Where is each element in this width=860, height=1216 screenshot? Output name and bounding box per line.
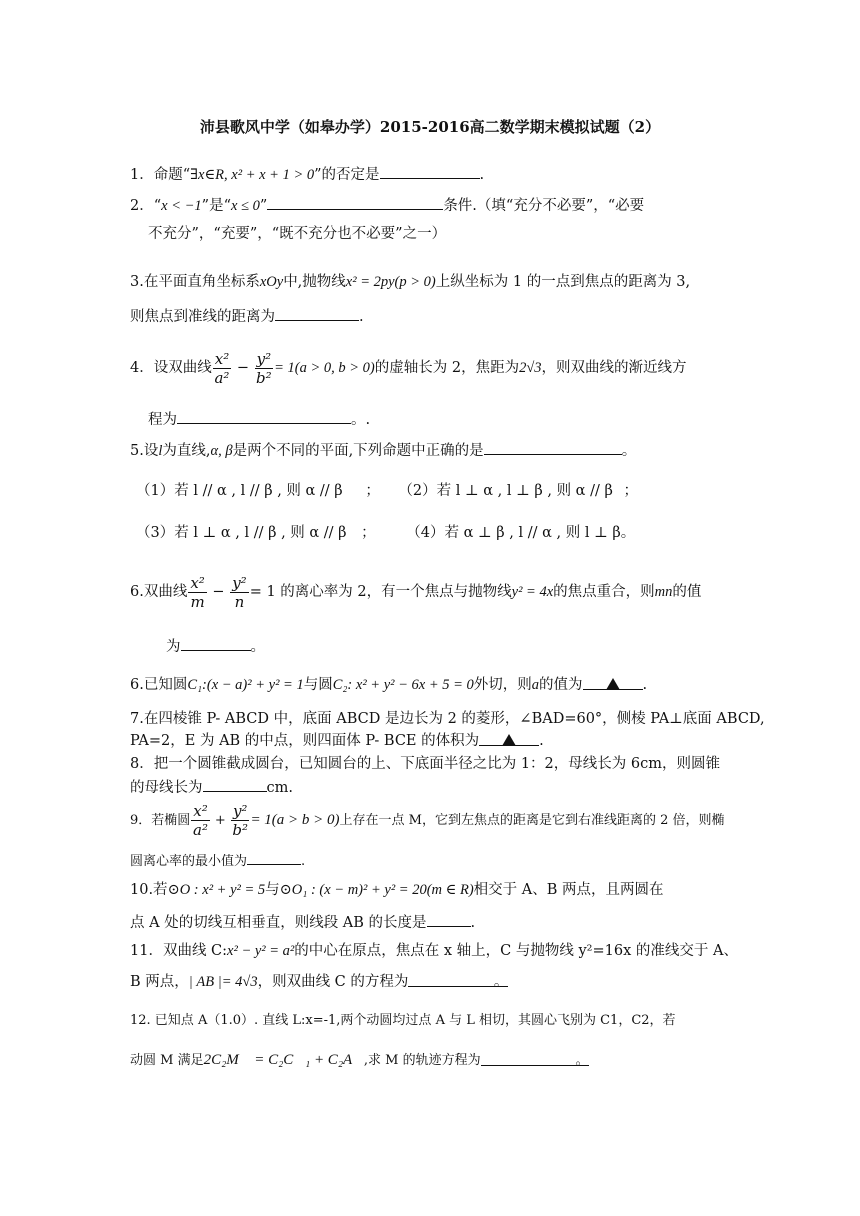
q6a-end: 。 bbox=[250, 639, 265, 655]
q6a-text: 6.双曲线 bbox=[130, 584, 188, 600]
q6b-text: 6.已知圆 bbox=[130, 677, 188, 693]
q12-answer-blank[interactable] bbox=[481, 1051, 589, 1066]
q6b-circle-2: C₂: x² + y² − 6x + 5 = 0 bbox=[332, 677, 474, 693]
triangle-icon bbox=[606, 678, 620, 690]
q3-text-b: 中,抛物线 bbox=[283, 274, 346, 290]
q8-answer-blank[interactable] bbox=[203, 777, 267, 792]
question-6b bbox=[130, 675, 740, 695]
q11-text-d: ，则双曲线 C 的方程为 bbox=[257, 974, 409, 990]
q9-frac-x bbox=[191, 802, 209, 839]
q4-frac-y bbox=[255, 350, 274, 387]
q4-frac-x bbox=[213, 350, 231, 387]
q3-text-c: 上纵坐标为 1 的一点到焦点的距离为 3, bbox=[435, 274, 691, 290]
q9-frac-y bbox=[231, 802, 250, 839]
q2-text-c: ” bbox=[259, 198, 268, 214]
q5-l: l bbox=[158, 443, 163, 459]
q6b-text-c: 外切，则 bbox=[473, 677, 532, 693]
q12-text: 动圆 M 满足 bbox=[130, 1053, 204, 1068]
q9-frac-x-den: a² bbox=[193, 821, 208, 839]
q5-planes: α, β bbox=[210, 443, 233, 459]
q9-text-b: 上存在一点 M，它到左焦点的距离是它到右准线距离的 2 倍，则椭 bbox=[339, 813, 725, 828]
q9-text: 9．若椭圆 bbox=[130, 813, 191, 828]
q5-sep-4: 。 bbox=[620, 525, 636, 541]
question-5 bbox=[130, 440, 740, 461]
q4-text-d: 程为 bbox=[148, 412, 177, 428]
q9-frac-x-num: x² bbox=[193, 802, 208, 820]
q6b-text-d: 的值为 bbox=[539, 677, 583, 693]
question-4-line-2 bbox=[148, 409, 758, 430]
q10-end: . bbox=[470, 915, 476, 931]
q6b-answer-blank[interactable] bbox=[583, 675, 643, 690]
q3-text: 3.在平面直角坐标系 bbox=[130, 274, 260, 290]
q3-end: . bbox=[359, 309, 364, 325]
question-12-line-2 bbox=[130, 1050, 740, 1071]
q5-text: 5.设 bbox=[130, 443, 159, 459]
q11-hyperbola: x² − y² = a² bbox=[227, 943, 295, 959]
q2-text-b: ”是“ bbox=[201, 198, 231, 214]
q5-option-1: （1）若 l // α , l // β , 则 α // β bbox=[136, 483, 343, 499]
q10-text-d: 点 A 处的切线互相垂直，则线段 AB 的长度是 bbox=[130, 915, 427, 931]
q5-text-b: 为直线, bbox=[162, 443, 211, 459]
q9-text-c: 圆离心率的最小值为 bbox=[130, 854, 248, 869]
q6a-answer-blank[interactable] bbox=[181, 636, 251, 651]
q3-xoy: xOy bbox=[259, 274, 284, 290]
question-9-line-1: 9．若椭圆 $\frac{\text{x²}}{\text{a²}}$ + $\frac{\text{y²}}{\text{b²}}$ = 1(a > b > 0)上存在一点 M，它到左焦点的距离是它到右准线距离的 2 倍，则椭 bbox=[130, 802, 725, 839]
q1-expression: ∃x∈R, x² + x + 1 > 0 bbox=[190, 167, 315, 183]
q12-text-b: ,求 M 的轨迹方程为 bbox=[363, 1053, 481, 1068]
q4-text: 4．设双曲线 bbox=[130, 360, 212, 376]
q9-answer-blank[interactable] bbox=[247, 850, 301, 865]
q7-text: PA=2，E 为 AB 的中点，则四面体 P- BCE 的体积为 bbox=[130, 733, 480, 749]
q2-text: 2．“ bbox=[130, 198, 162, 214]
q9-end: . bbox=[301, 854, 306, 869]
q6a-text-d: 的值 bbox=[672, 584, 702, 600]
question-10-line-2 bbox=[130, 912, 740, 933]
q10-text-b: 与 bbox=[265, 882, 280, 898]
q2-expr-1: x < −1 bbox=[161, 198, 202, 214]
q5-options-row-1 bbox=[136, 481, 746, 501]
question-8-line-2 bbox=[130, 777, 740, 798]
q9-frac-y-num: y² bbox=[232, 802, 248, 820]
q6a-frac-y-num: y² bbox=[232, 573, 247, 592]
q10-circle-o: ⊙O : x² + y² = 5 bbox=[167, 882, 266, 898]
q7-answer-blank[interactable] bbox=[479, 731, 539, 746]
q1-text-b: ”的否定是 bbox=[314, 167, 380, 183]
question-2-line-2: 不充分”，“充要”，“既不充分也不必要”之一） bbox=[148, 226, 447, 242]
q11-text-c: B 两点， bbox=[130, 974, 189, 990]
q5-option-2: （2）若 l ⊥ α , l ⊥ β , 则 α // β bbox=[398, 483, 613, 499]
q11-answer-blank[interactable] bbox=[408, 972, 509, 990]
q1-answer-blank[interactable] bbox=[380, 164, 480, 179]
q6a-text-e: 为 bbox=[166, 639, 181, 655]
question-3-line-2 bbox=[130, 306, 740, 327]
q2-answer-blank[interactable] bbox=[267, 195, 443, 210]
q5-end: 。 bbox=[621, 443, 637, 459]
triangle-icon bbox=[502, 734, 516, 746]
q1-end: . bbox=[479, 167, 485, 183]
question-3-line-1 bbox=[130, 272, 740, 292]
q3-parabola: x² = 2py(p > 0) bbox=[345, 274, 436, 290]
q8-text: 的母线长为 bbox=[130, 780, 203, 796]
q4-frac-x-den: a² bbox=[214, 368, 230, 387]
q4-frac-y-num: y² bbox=[256, 349, 272, 368]
q10-circle-o1: ⊙O₁ : (x − m)² + y² = 20(m ∈ R) bbox=[279, 882, 474, 898]
q4-answer-blank[interactable] bbox=[177, 409, 351, 424]
question-11-line-1 bbox=[130, 941, 740, 961]
q6b-a: a bbox=[531, 677, 540, 693]
q5-answer-blank[interactable] bbox=[484, 440, 622, 455]
question-6a-line-2 bbox=[166, 636, 776, 657]
q7-end: . bbox=[539, 733, 544, 749]
question-12-line-1: 12. 已知点 A（1.0）. 直线 L:x=-1,两个动圆均过点 A 与 L 相切，其圆心飞别为 C1，C2，若 bbox=[130, 1013, 676, 1028]
q4-text-c: ，则双曲线的渐近线方 bbox=[541, 360, 687, 376]
q6b-end: . bbox=[642, 677, 648, 693]
q10-text-c: 相交于 A、B 两点，且两圆在 bbox=[473, 882, 664, 898]
q12-vector-eq: 2C₂M⃗ = C₂C⃗₁ + C₂A⃗ bbox=[203, 1052, 364, 1068]
question-2-line-1 bbox=[130, 195, 740, 216]
q6a-parabola: y² = 4x bbox=[511, 584, 554, 600]
q2-text-d: 条件.（填“充分不必要”，“必要 bbox=[443, 198, 645, 214]
q5-sep-3: ； bbox=[361, 525, 376, 541]
q6a-text-b: = 1 的离心率为 2，有一个焦点与抛物线 bbox=[249, 584, 512, 600]
question-4-line-1: 4．设双曲线 $\frac{\text{x²}}{\text{a²}}$ − $\frac{\text{y²}}{\text{b²}}$ = 1(a > 0, b > 0)的虚轴长为 2，焦距为2√3，则双曲线的渐近线方 bbox=[130, 349, 687, 387]
q4-condition: = 1(a > 0, b > 0) bbox=[274, 360, 375, 376]
q3-answer-blank[interactable] bbox=[275, 306, 359, 321]
question-1 bbox=[130, 164, 740, 185]
question-8-line-1: 8．把一个圆锥截成圆台，已知圆台的上、下底面半径之比为 1：2，母线长为 6cm，则圆锥 bbox=[130, 756, 720, 772]
q2-expr-2: x ≤ 0 bbox=[230, 198, 260, 214]
q9-frac-y-den: b² bbox=[232, 821, 248, 839]
q5-text-c: 是两个不同的平面,下列命题中正确的是 bbox=[232, 443, 484, 459]
q5-sep-2: ； bbox=[623, 483, 638, 499]
q6a-text-c: 的焦点重合，则 bbox=[553, 584, 655, 600]
q5-option-3: （3）若 l ⊥ α , l // β , 则 α // β bbox=[136, 525, 347, 541]
q8-end: cm. bbox=[266, 780, 293, 796]
q1-text: 1．命题“ bbox=[130, 167, 191, 183]
q11-end: 。 bbox=[493, 974, 509, 990]
q10-text: 10.若 bbox=[130, 882, 168, 898]
question-6a-line-1: 6.双曲线 $\frac{\text{x²}}{m}$ − $\frac{\text{y²}}{n}$ = 1 的离心率为 2，有一个焦点与抛物线y² = 4x的焦点重合，则mn的值 bbox=[130, 573, 702, 611]
question-7-line-2 bbox=[130, 731, 740, 751]
q4-frac-y-den: b² bbox=[256, 368, 272, 387]
q10-answer-blank[interactable] bbox=[427, 912, 471, 927]
page-title: 沛县歌风中学（如皋办学）2015-2016高二数学期末模拟试题（2） bbox=[199, 118, 661, 136]
q9-condition: = 1(a > b > 0) bbox=[250, 812, 340, 828]
q11-text-b: 的中心在原点，焦点在 x 轴上，C 与抛物线 y²=16x 的准线交于 A、 bbox=[294, 943, 738, 959]
q5-option-4: （4）若 α ⊥ β , l // α , 则 l ⊥ β bbox=[406, 525, 621, 541]
question-9-line-2 bbox=[130, 850, 740, 872]
q4-text-b: 的虚轴长为 2，焦距为 bbox=[374, 360, 520, 376]
q6a-frac-x-den: m bbox=[190, 592, 205, 611]
q6b-text-b: 与圆 bbox=[303, 677, 333, 693]
q6a-frac-y bbox=[230, 574, 249, 611]
q6b-circle-1: C₁:(x − a)² + y² = 1 bbox=[187, 677, 304, 693]
q6a-frac-y-den: n bbox=[234, 592, 245, 611]
q6a-frac-x-num: x² bbox=[190, 573, 205, 592]
q11-ab: | AB |= 4√3 bbox=[188, 974, 258, 990]
q4-end: 。. bbox=[351, 412, 371, 428]
q12-end: 。 bbox=[575, 1053, 589, 1068]
q5-options-row-2 bbox=[136, 523, 746, 543]
question-7-line-1: 7.在四棱锥 P- ABCD 中，底面 ABCD 是边长为 2 的菱形，∠BAD=60°，侧棱 PA⊥底面 ABCD, bbox=[130, 711, 765, 727]
q3-text-d: 则焦点到准线的距离为 bbox=[130, 309, 275, 325]
q11-text: 11．双曲线 C: bbox=[130, 943, 228, 959]
q4-frac-x-num: x² bbox=[214, 349, 230, 368]
question-11-line-2 bbox=[130, 972, 740, 992]
q5-sep-1: ； bbox=[365, 483, 380, 499]
q6a-frac-x bbox=[188, 574, 206, 611]
question-10-line-1 bbox=[130, 880, 740, 900]
q6a-mn: mn bbox=[654, 584, 673, 600]
q4-focal: 2√3 bbox=[519, 360, 542, 376]
